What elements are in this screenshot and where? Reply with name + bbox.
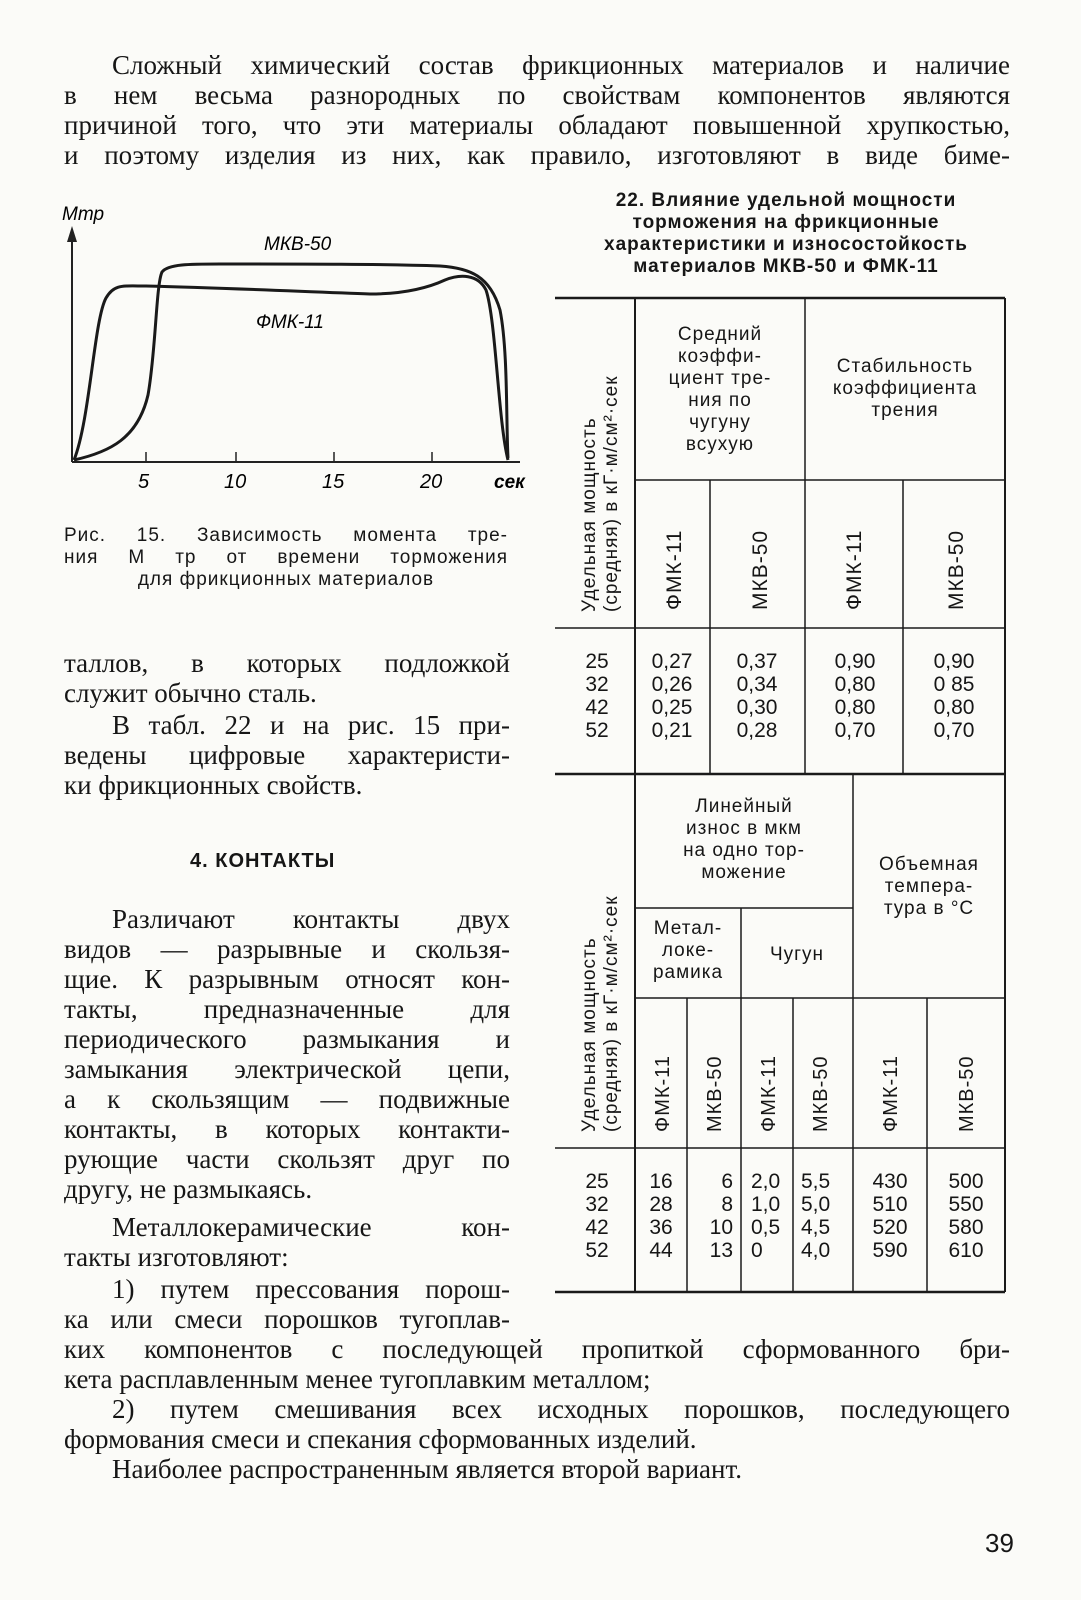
table-cell: 610 [948, 1239, 984, 1262]
sub-header: МКВ-50 [956, 1055, 978, 1132]
table-cell: 2,0 [751, 1170, 781, 1193]
group-header-line: Средний [677, 324, 763, 345]
text-line: такты изготовляют: [64, 1242, 289, 1272]
caption-line: Рис. 15. Зависимость момента тре- [64, 525, 508, 546]
text-line: замыкания электрической цепи, [64, 1054, 510, 1084]
group-header-line: тура в °С [883, 898, 975, 919]
curve-fmk-11 [74, 276, 508, 460]
bottom-paragraph [64, 1334, 1010, 1484]
group-header-line: коэффи- [678, 346, 762, 367]
row-header-line: Удельная мощность [579, 937, 600, 1132]
table-cell: 0 85 [933, 673, 975, 696]
group-header-line: на одно тор- [683, 840, 805, 861]
sub-header: ФМК-11 [843, 529, 866, 610]
caption-line: ния M тр от времени торможения [64, 547, 508, 568]
x-tick-label: 20 [420, 471, 443, 490]
table-cell: 42 [585, 1216, 609, 1239]
text-line: таллов, в которых подложкой [64, 648, 510, 678]
text-line: кета расплавленным менее тугоплавким металлом; [64, 1364, 651, 1394]
group-header-line: трения [871, 400, 939, 421]
table-cell: 0 [751, 1239, 763, 1262]
caption-line: для фрикционных материалов [137, 569, 435, 590]
table-cell: 28 [649, 1193, 673, 1216]
text-line: ка или смеси порошков тугоплав- [64, 1304, 510, 1334]
sub-header: ФМК-11 [652, 1055, 674, 1132]
figure-caption [64, 525, 508, 591]
table-cell: 0,30 [736, 696, 778, 719]
text-line: видов — разрывные и скользя- [64, 934, 510, 964]
table-cell: 0,26 [651, 673, 693, 696]
metal-paragraph [64, 1212, 510, 1272]
sub-group-label: Чугун [769, 944, 825, 965]
x-tick-label: 5 [138, 471, 150, 490]
table-title-line: торможения на фрикционные [632, 212, 940, 233]
text-line: такты, предназначенные для [64, 994, 510, 1024]
group-header-line: ния по [688, 390, 752, 411]
text-line: и поэтому изделия из них, как правило, изготовляют в виде биме- [64, 140, 1010, 170]
sub-header: ФМК-11 [663, 529, 686, 610]
table-cell: 25 [585, 1170, 609, 1193]
group-header-line: циент тре- [668, 368, 772, 389]
text-line: рующие части скользят друг по [64, 1144, 510, 1174]
table-cell: 0,28 [736, 719, 778, 742]
item-1-start [64, 1274, 510, 1334]
text-line: Металлокерамические кон- [112, 1212, 510, 1242]
table-cell: 510 [872, 1193, 908, 1216]
table-cell: 8 [721, 1193, 733, 1216]
table-cell: 0,21 [651, 719, 693, 742]
group-header-line: темпера- [884, 876, 974, 897]
continuation-paragraph [64, 648, 510, 708]
curve-label-mkv-50: МКВ-50 [264, 234, 332, 255]
text-line: формования смеси и спекания сформованных изделий. [64, 1424, 697, 1454]
curve-label-fmk-11: ФМК-11 [256, 312, 324, 333]
x-unit-label: сек [494, 472, 525, 490]
table-cell: 0,34 [736, 673, 778, 696]
table-reference-paragraph [64, 710, 510, 800]
table-cell: 52 [585, 719, 609, 742]
table-cell: 10 [709, 1216, 733, 1239]
table-cell: 13 [709, 1239, 733, 1262]
curve-mkv-50 [74, 264, 508, 460]
table-cell: 25 [585, 650, 609, 673]
table-cell: 550 [948, 1193, 984, 1216]
sub-group-line: рамика [652, 962, 724, 983]
contacts-paragraph [64, 904, 510, 1204]
y-axis-label: Mтр [62, 204, 105, 225]
table-cell: 0,5 [751, 1216, 781, 1239]
table-cell: 36 [649, 1216, 673, 1239]
table-cell: 4,5 [801, 1216, 831, 1239]
text-line: другу, не размыкаясь. [64, 1174, 313, 1204]
sub-header: МКВ-50 [810, 1055, 832, 1132]
table-cell: 520 [872, 1216, 908, 1239]
text-line: ких компонентов с последующей пропиткой сформованного бри- [64, 1334, 1010, 1364]
sub-header: ФМК-11 [880, 1055, 902, 1132]
text-line: периодического размыкания и [64, 1024, 510, 1054]
sub-header: МКВ-50 [704, 1055, 726, 1132]
x-tick-label: 10 [224, 471, 247, 490]
section-heading: 4. КОНТАКТЫ [190, 850, 336, 872]
table-cell: 4,0 [801, 1239, 831, 1262]
row-header-line: (средняя) в кГ·м/см²·сек [601, 895, 622, 1132]
text-line: контакты, в которых контакти- [64, 1114, 510, 1144]
group-header-line: Линейный [695, 796, 793, 817]
sub-header: МКВ-50 [749, 529, 772, 610]
text-line: служит обычно сталь. [64, 678, 317, 708]
table-cell: 0,70 [834, 719, 876, 742]
y-axis-arrow-icon [67, 226, 77, 242]
table-cell: 32 [585, 1193, 609, 1216]
text-line: в нем весьма разнородных по свойствам компонентов являются [64, 80, 1010, 110]
group-header-line: можение [701, 862, 787, 883]
text-line: 1) путем прессования порош- [112, 1274, 510, 1304]
table-cell: 52 [585, 1239, 609, 1262]
table-cell: 580 [948, 1216, 984, 1239]
table-title [566, 190, 1006, 278]
row-header-line: Удельная мощность [579, 417, 600, 612]
text-line: ки фрикционных свойств. [64, 770, 363, 800]
group-header-line: износ в мкм [686, 818, 802, 839]
table-cell: 0,90 [834, 650, 876, 673]
text-line: а к скользящим — подвижные [64, 1084, 510, 1114]
text-line: В табл. 22 и на рис. 15 при- [112, 710, 510, 740]
table-cell: 590 [872, 1239, 908, 1262]
table-cell: 0,80 [933, 696, 975, 719]
text-line: причиной того, что эти материалы обладают повышенной хрупкостью, [64, 110, 1010, 140]
group-header-line: Объемная [879, 854, 979, 875]
table-cell: 0,80 [834, 673, 876, 696]
group-header-line: Стабильность [836, 356, 974, 377]
text-line: щие. К разрывным относят кон- [64, 964, 510, 994]
table-cell: 5,5 [801, 1170, 831, 1193]
top-paragraph [64, 50, 1010, 170]
row-header-line: (средняя) в кГ·м/см²·сек [601, 375, 622, 612]
table-cell: 16 [649, 1170, 673, 1193]
group-header-line: всухую [685, 434, 755, 455]
sub-group-line: Метал- [653, 918, 723, 939]
table-cell: 5,0 [801, 1193, 831, 1216]
table-cell: 1,0 [751, 1193, 781, 1216]
x-tick-label: 15 [322, 471, 345, 490]
group-header-line: чугуну [689, 412, 751, 433]
table-cell: 500 [948, 1170, 984, 1193]
table-cell: 0,80 [834, 696, 876, 719]
table-cell: 0,70 [933, 719, 975, 742]
text-line: Наиболее распространенным является второй вариант. [112, 1454, 742, 1484]
text-line: ведены цифровые характеристи- [64, 740, 510, 770]
figure-15-plot [50, 190, 530, 490]
table-title-line: 22. Влияние удельной мощности [615, 190, 957, 211]
group-header-line: коэффициента [832, 378, 978, 399]
table-cell: 44 [649, 1239, 673, 1262]
table-cell: 0,90 [933, 650, 975, 673]
table-cell: 0,25 [651, 696, 693, 719]
table-cell: 32 [585, 673, 609, 696]
table-cell: 6 [721, 1170, 733, 1193]
table-cell: 0,27 [651, 650, 693, 673]
sub-header: ФМК-11 [758, 1055, 780, 1132]
text-line: Различают контакты двух [112, 904, 510, 934]
table-title-line: материалов МКВ-50 и ФМК-11 [633, 256, 939, 277]
text-line: 2) путем смешивания всех исходных порошков, последующего [112, 1394, 1010, 1424]
page-number: 39 [985, 1528, 1014, 1558]
table-cell: 42 [585, 696, 609, 719]
table-cell: 0,37 [736, 650, 778, 673]
table-22 [555, 290, 1015, 1300]
text-line: Сложный химический состав фрикционных материалов и наличие [112, 50, 1010, 80]
table-cell: 430 [872, 1170, 908, 1193]
sub-header: МКВ-50 [945, 529, 968, 610]
table-title-line: характеристики и износостойкость [604, 234, 968, 255]
sub-group-line: локе- [661, 940, 715, 961]
